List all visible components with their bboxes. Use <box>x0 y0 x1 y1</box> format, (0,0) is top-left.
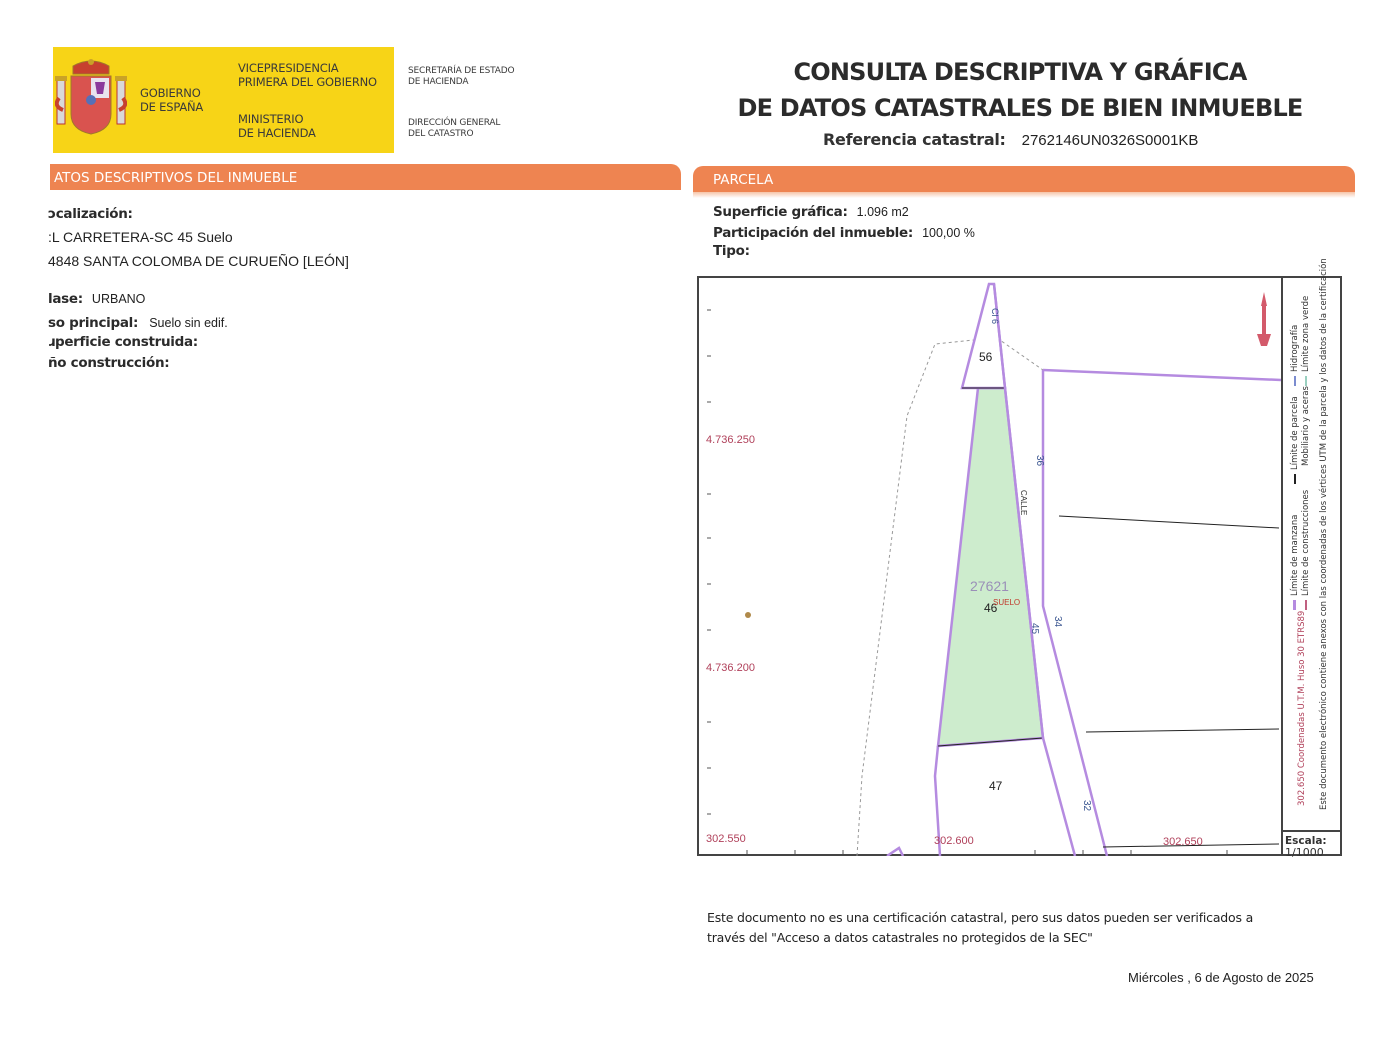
legend-construcciones: Límite de construcciones <box>1301 490 1311 610</box>
scale-value: 1/1000 <box>1285 846 1324 859</box>
vicepresidencia-label <box>238 61 377 89</box>
participacion-label: Participación del inmueble: <box>713 225 913 241</box>
uso-row <box>48 312 228 331</box>
parcel-label-46: 46 <box>984 601 998 615</box>
disclaimer-note <box>707 908 1317 948</box>
superficie-grafica-row <box>713 201 909 220</box>
participacion-value: 100,00 % <box>922 226 975 240</box>
legend-coords-note: 302.650 Coordenadas U.T.M. Huso 30 ETRS89 <box>1297 610 1307 806</box>
parcela-swatch-icon <box>1294 474 1296 484</box>
legend-parcela: Límite de parcela <box>1290 396 1300 484</box>
top-street-label: Cl 6 <box>990 308 1000 325</box>
clase-row <box>48 288 145 307</box>
street-name-label: CALLE <box>1019 490 1028 516</box>
suelo-label: SUELO <box>993 598 1021 607</box>
ministerio-line1: MINISTERIO <box>238 112 304 126</box>
street-number-34: 34 <box>1052 616 1063 628</box>
address-line1: :L CARRETERA-SC 45 Suelo <box>48 229 233 245</box>
page-title <box>700 54 1340 126</box>
direccion-line1: DIRECCIÓN GENERAL <box>408 118 501 128</box>
document-date: Miércoles , 6 de Agosto de 2025 <box>1128 970 1314 985</box>
uso-label: so principal: <box>48 315 139 331</box>
direccion-label <box>408 118 500 140</box>
direccion-line2: DEL CATASTRO <box>408 129 474 139</box>
localizacion-label: ɔcalización: <box>48 206 133 222</box>
north-arrow-icon <box>1257 292 1271 346</box>
street-number-45: 45 <box>1029 623 1040 635</box>
secretaria-line2: DE HACIENDA <box>408 77 469 87</box>
gobierno-espana-label <box>140 86 203 114</box>
x-coord-left: 302.550 <box>706 833 746 845</box>
clase-value: URBANO <box>91 292 146 306</box>
gobierno-line2: DE ESPAÑA <box>140 100 204 114</box>
construcciones-swatch-icon <box>1305 600 1307 610</box>
legend-document-note: Este documento electrónico contiene anexos con las coordenadas de los vértices UTM de la parcela y los datos de la certificación <box>1319 258 1329 810</box>
disclaimer-line1: Este documento no es una certificación catastral, pero sus datos pueden ser verificados a <box>707 910 1254 925</box>
superficie-grafica-value: 1.096 m2 <box>856 205 909 219</box>
parcel-label-47: 47 <box>989 779 1003 793</box>
zona-verde-swatch-icon <box>1305 376 1307 386</box>
street-number-32: 32 <box>1081 800 1092 812</box>
legend-manzana: Límite de manzana <box>1290 515 1300 610</box>
reference-label: Referencia catastral: <box>823 130 1006 149</box>
legend-mobiliario: Mobiliario y aceras <box>1301 386 1311 466</box>
ministerio-label <box>238 112 316 140</box>
manzana-swatch-icon <box>1293 600 1296 610</box>
vicepresidencia-line2: PRIMERA DEL GOBIERNO <box>238 75 377 89</box>
street-number-36: 36 <box>1034 455 1045 467</box>
address-line2: 4848 SANTA COLOMBA DE CURUEÑO [LEÓN] <box>48 253 349 269</box>
scale-block <box>1285 836 1327 858</box>
superficie-grafica-label: Superficie gráfica: <box>713 204 848 220</box>
gobierno-line1: GOBIERNO <box>140 86 201 100</box>
title-line2: DE DATOS CATASTRALES DE BIEN INMUEBLE <box>737 94 1303 122</box>
section-header-shadow <box>693 192 1355 198</box>
legend-zona-verde: Límite zona verde <box>1301 296 1311 386</box>
parcel-id-label: 27621 <box>970 578 1009 594</box>
tipo-label: Tipo: <box>713 243 750 259</box>
anio-construccion-label: ño construcción: <box>48 355 170 371</box>
superficie-construida-label: ɹperficie construida: <box>48 334 198 350</box>
participacion-row <box>713 222 975 241</box>
scale-divider <box>1281 830 1342 832</box>
parcel-label-56: 56 <box>979 350 993 364</box>
y-coord-lower: 4.736.200 <box>706 662 755 674</box>
cadastral-reference <box>823 130 1198 149</box>
secretaria-label <box>408 66 514 88</box>
section-header-parcela: PARCELA <box>693 166 1355 192</box>
x-coord-center: 302.600 <box>934 835 974 847</box>
legend-hidrografia: Hidrografía <box>1290 325 1300 386</box>
section-header-descriptive: ATOS DESCRIPTIVOS DEL INMUEBLE <box>50 164 681 190</box>
legend-divider <box>1281 276 1283 856</box>
disclaimer-line2: través del "Acceso a datos catastrales no protegidos de la SEC" <box>707 930 1093 945</box>
x-coord-right: 302.650 <box>1163 836 1203 848</box>
scale-label: Escala: <box>1285 835 1327 847</box>
hidrografia-swatch-icon <box>1294 376 1296 386</box>
vicepresidencia-line1: VICEPRESIDENCIA <box>238 61 339 75</box>
reference-value: 2762146UN0326S0001KB <box>1021 132 1199 149</box>
uso-value: Suelo sin edif. <box>149 316 228 330</box>
clase-label: lase: <box>48 291 83 307</box>
title-line1: CONSULTA DESCRIPTIVA Y GRÁFICA <box>793 58 1247 86</box>
y-coord-upper: 4.736.250 <box>706 434 755 446</box>
coat-of-arms-icon <box>55 58 127 138</box>
ministerio-line2: DE HACIENDA <box>238 126 316 140</box>
secretaria-line1: SECRETARÍA DE ESTADO <box>408 66 515 76</box>
